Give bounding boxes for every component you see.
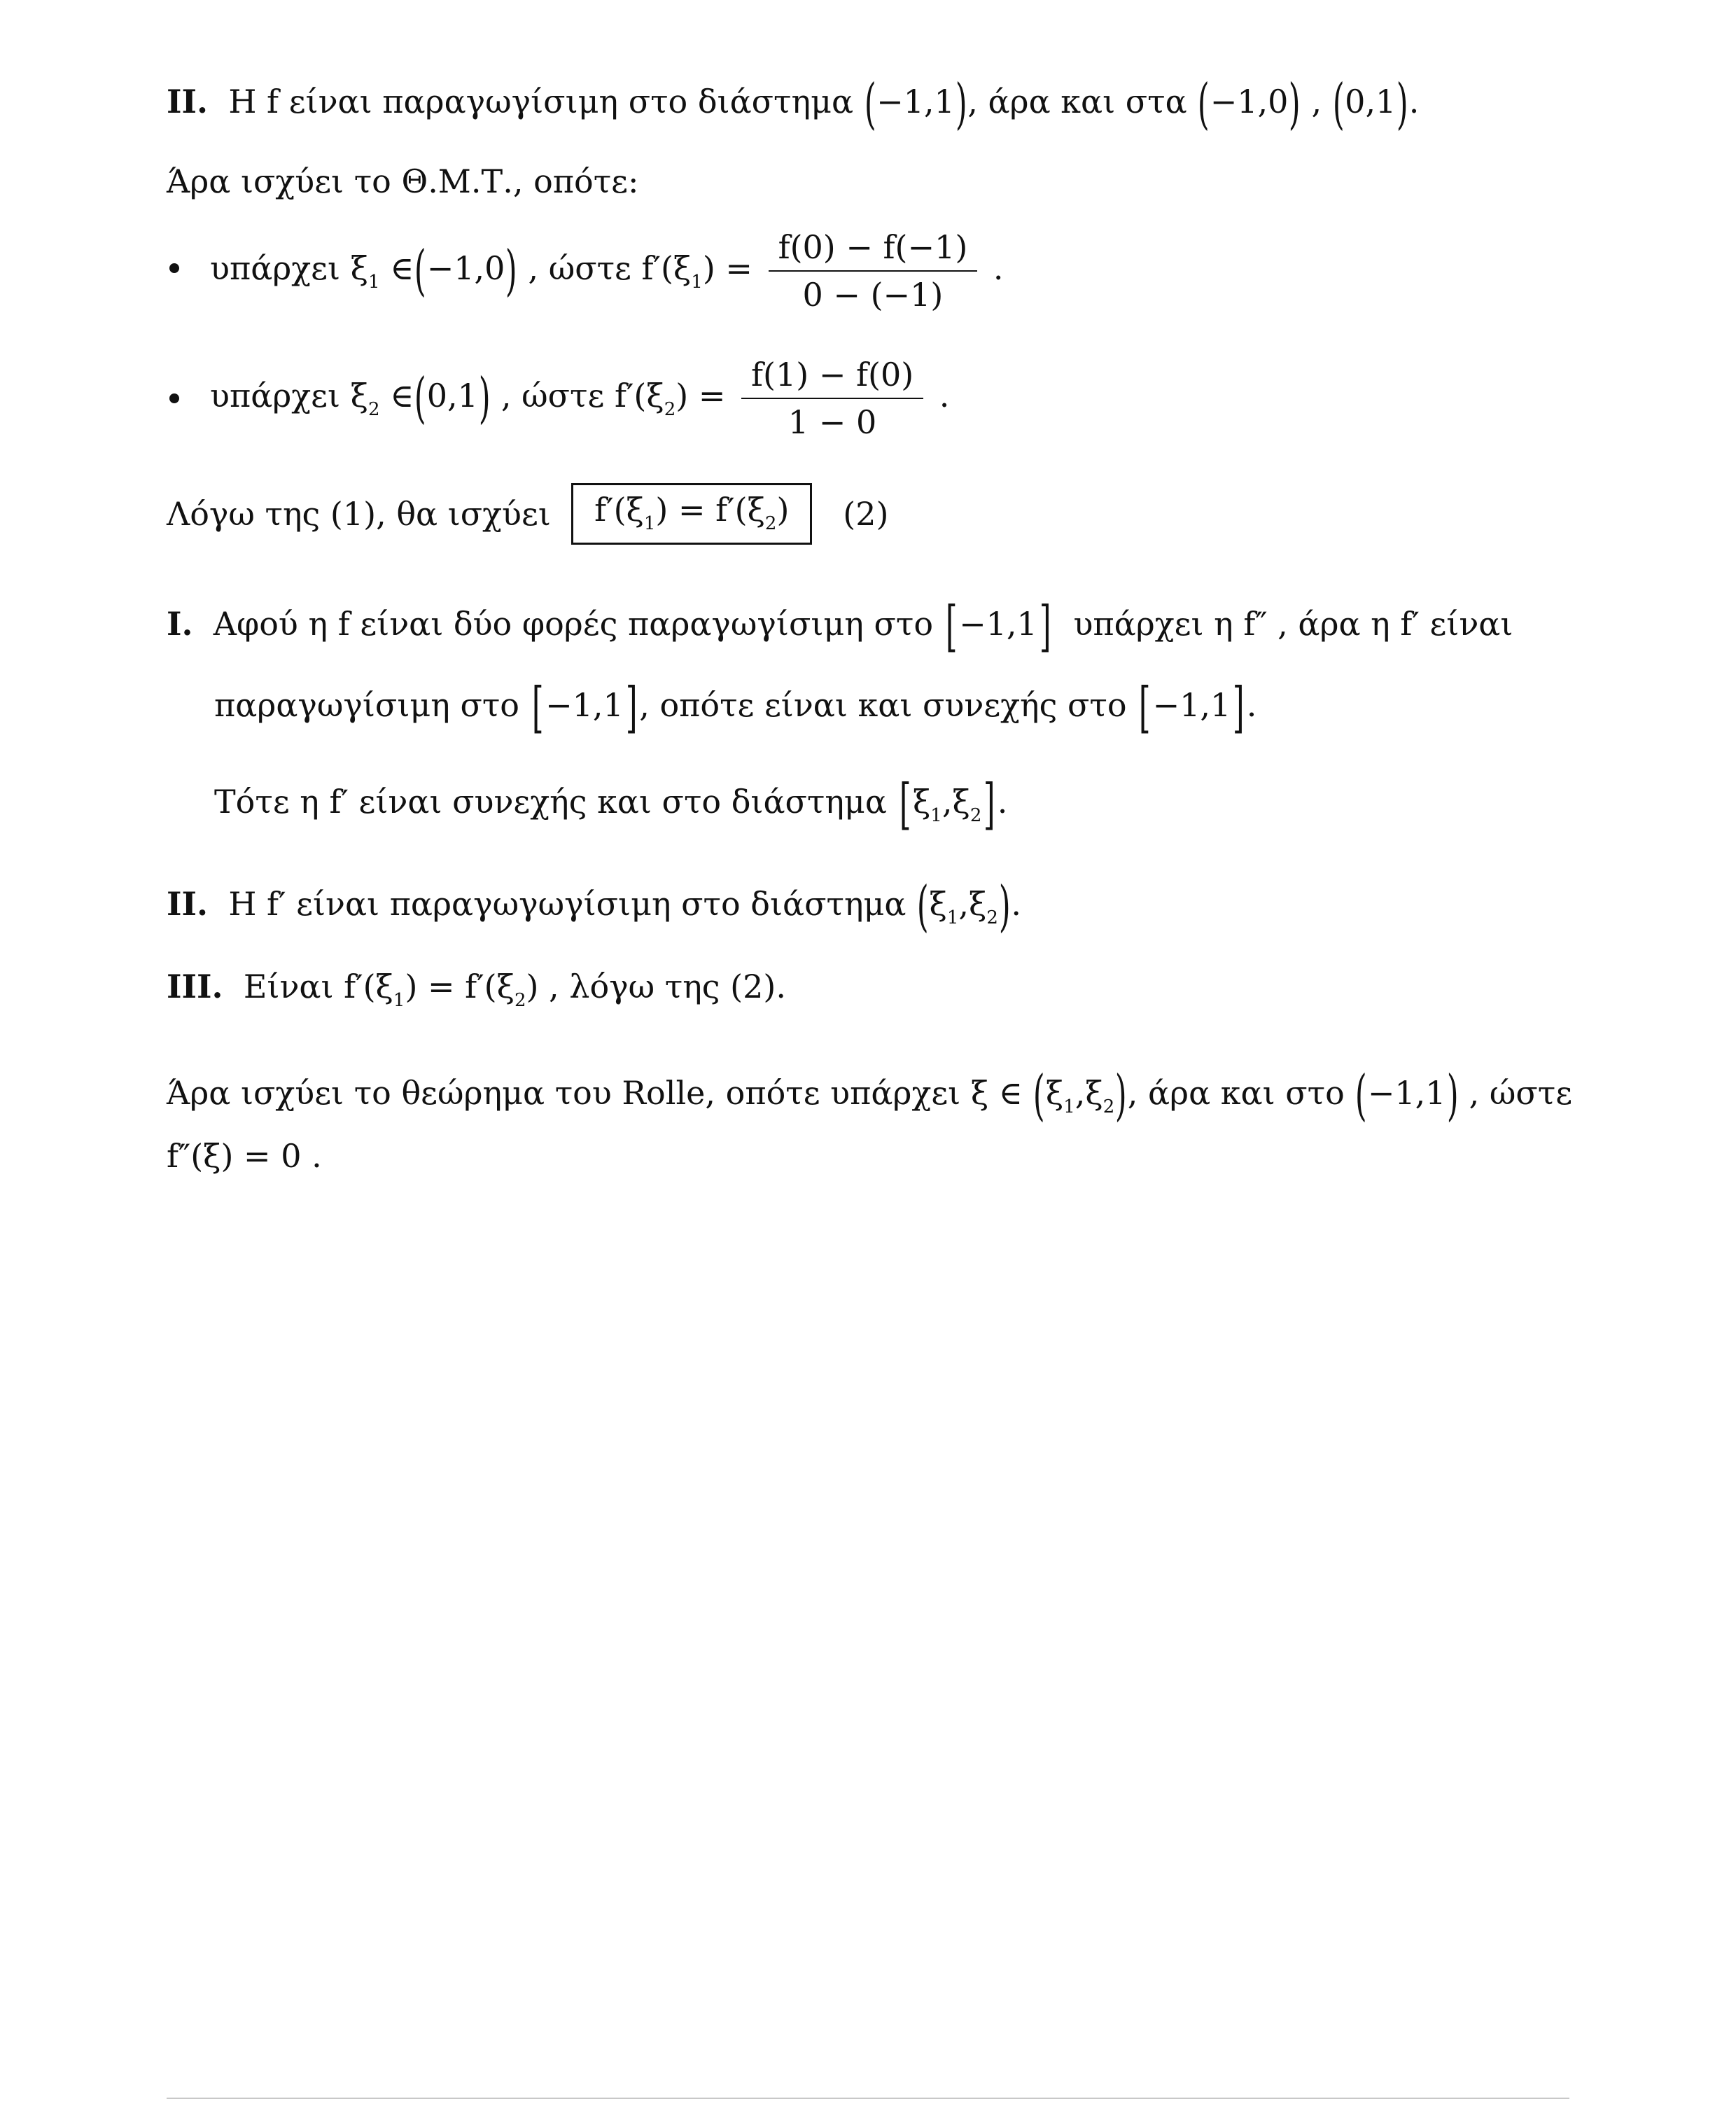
step1-then-s2: 2: [969, 805, 982, 826]
rolle-x2: ,ξ: [1074, 1074, 1103, 1112]
step1-then-s1: 1: [930, 805, 942, 826]
bullet-2-sub2: 2: [664, 399, 676, 420]
step1-line3: Τότε η f′ είναι συνεχής και στο διάστημα $[\xi_1,\xi_2]$.: [214, 773, 1008, 836]
step1-cont-a: παραγωγίσιμη στο: [214, 686, 519, 724]
rolle-text-c: , ώστε: [1469, 1074, 1573, 1112]
block1-end: .: [1408, 83, 1420, 120]
step2-label: II.: [167, 885, 209, 923]
step1-then-x1: ξ: [912, 783, 931, 821]
bullet-1: υπάρχει $\xi_1$ ∈(−1,0) , ώστε $f'(\xi_1)$ = $\frac{f(0) - f(-1)}{0 - (-1)}$ .: [210, 228, 1004, 314]
bullet-1-fraction: [769, 228, 978, 314]
step1-line1: I. Αφού η f είναι δύο φορές παραγωγίσιμη στο [−1,1] υπάρχει η f″ , άρα η f′ είναι: [167, 595, 1513, 658]
bullet-2-eq: ) =: [676, 377, 726, 414]
step3-s1: 1: [393, 990, 405, 1011]
bullet-2-in: ∈: [390, 377, 414, 414]
step2-text: Η f′ είναι παραγωγωγίσιμη στο διάστημα: [228, 885, 906, 923]
step2-end: .: [1011, 885, 1021, 923]
step3-label: III.: [167, 968, 223, 1005]
block1-text1: Η f είναι παραγωγίσιμη στο διάστημα: [228, 83, 854, 120]
step3-text-a: Είναι f′(ξ: [243, 968, 393, 1005]
step1-text1: Αφού η f είναι δύο φορές παραγωγίσιμη στο: [213, 605, 934, 643]
boxed-equation-sub2: 2: [764, 513, 777, 534]
step3-s2: 2: [514, 990, 526, 1011]
block1-label: II.: [167, 83, 209, 120]
bullet-2-fraction: [741, 356, 923, 441]
rolle-text-a: Άρα ισχύει το θεώρημα του Rolle, οπότε υπάρχει ξ ∈: [167, 1074, 1023, 1112]
conclusion-line: [167, 483, 888, 545]
bullet-1-eq: ) =: [702, 249, 752, 287]
bullet-1-lead: υπάρχει ξ: [210, 249, 369, 287]
step2-line: II. Η f′ είναι παραγωγωγίσιμη στο διάστημα $(\xi_1,\xi_2)$.: [167, 875, 1021, 938]
equation-ref-2: (2): [843, 495, 889, 533]
bullet-dot-1: [169, 263, 179, 273]
step2-x1: ξ: [929, 885, 947, 923]
rolle-s1: 1: [1063, 1096, 1075, 1117]
step1-then-x2: ,ξ: [941, 783, 970, 821]
boxed-equation-b: ) = f′(ξ: [655, 491, 765, 529]
step3-line: [167, 970, 786, 1010]
step1-then-end: .: [997, 783, 1008, 821]
step2-x2: ,ξ: [958, 885, 987, 923]
bullet-2-numerator: f(1) − f(0): [741, 358, 923, 399]
rolle-line1: Άρα ισχύει το θεώρημα του Rolle, οπότε υπάρχει ξ ∈ $(\xi_1,\xi_2)$, άρα και στο (−1,1) , ώστε: [167, 1064, 1573, 1127]
block1-interval3: 0,1: [1345, 83, 1396, 120]
step3-text-c: ) , λόγω της (2).: [526, 968, 786, 1005]
bullet-1-in: ∈: [390, 249, 414, 287]
bullet-1-end: .: [993, 249, 1004, 287]
step2-s2: 2: [986, 907, 998, 928]
rolle-s2: 2: [1102, 1096, 1115, 1117]
boxed-equation-a: f′(ξ: [594, 491, 644, 529]
bullet-2: υπάρχει $\xi_2$ ∈(0,1) , ώστε $f'(\xi_2)$ = $\frac{f(1) - f(0)}{1 - 0}$ .: [210, 356, 950, 441]
bullet-2-denominator: 1 − 0: [788, 403, 877, 441]
bullet-2-sub: 2: [368, 399, 380, 420]
block1-interval2: −1,0: [1210, 83, 1289, 120]
conclusion-text: Λόγω της (1), θα ισχύει: [167, 495, 551, 533]
rolle-interval: −1,1: [1367, 1074, 1446, 1112]
step1-interval3: −1,1: [1152, 686, 1231, 724]
step1-text2: υπάρχει η f″ , άρα η f′ είναι: [1073, 605, 1513, 643]
step1-label: I.: [167, 605, 193, 643]
bullet-dot-2: [169, 393, 179, 403]
bullet-2-mid: , ώστε f′(ξ: [500, 377, 664, 414]
bullet-1-numerator: f(0) − f(−1): [769, 231, 978, 272]
block1-text2: , άρα και στα: [967, 83, 1187, 120]
step1-interval1: −1,1: [959, 605, 1037, 643]
block1-interval1: −1,1: [876, 83, 955, 120]
step3-text-b: ) = f′(ξ: [405, 968, 514, 1005]
step2-s1: 1: [946, 907, 959, 928]
boxed-equation: [571, 483, 812, 545]
rolle-text-b: , άρα και στο: [1127, 1074, 1345, 1112]
bullet-1-sub2: 1: [691, 272, 703, 293]
bullet-2-lead: υπάρχει ξ: [210, 377, 369, 414]
step1-then-a: Τότε η f′ είναι συνεχής και στο διάστημα: [214, 783, 887, 821]
step1-interval2: −1,1: [545, 686, 624, 724]
boxed-equation-c: ): [776, 491, 790, 529]
bullet-1-mid: , ώστε f′(ξ: [528, 249, 692, 287]
rolle-final: f″(ξ) = 0 .: [167, 1137, 322, 1175]
boxed-equation-sub1: 1: [643, 513, 656, 534]
rolle-x1: ξ: [1045, 1074, 1064, 1112]
bullet-2-interval: 0,1: [426, 377, 478, 414]
block1-line: II. Η f είναι παραγωγίσιμη στο διάστημα (−1,1), άρα και στα (−1,0) , (0,1).: [167, 73, 1420, 136]
bullet-1-interval: −1,0: [426, 249, 505, 287]
bullet-1-denominator: 0 − (−1): [802, 276, 944, 314]
step1-cont-b: , οπότε είναι και συνεχής στο: [639, 686, 1127, 724]
mvt-intro: Άρα ισχύει το Θ.Μ.Τ., οπότε:: [167, 162, 639, 200]
step1-end: .: [1246, 686, 1257, 724]
bullet-2-end: .: [939, 377, 950, 414]
bullet-1-sub: 1: [368, 272, 380, 293]
step1-line2: παραγωγίσιμη στο [−1,1], οπότε είναι και συνεχής στο [−1,1].: [214, 676, 1257, 739]
page-bottom-divider: [167, 2098, 1569, 2099]
